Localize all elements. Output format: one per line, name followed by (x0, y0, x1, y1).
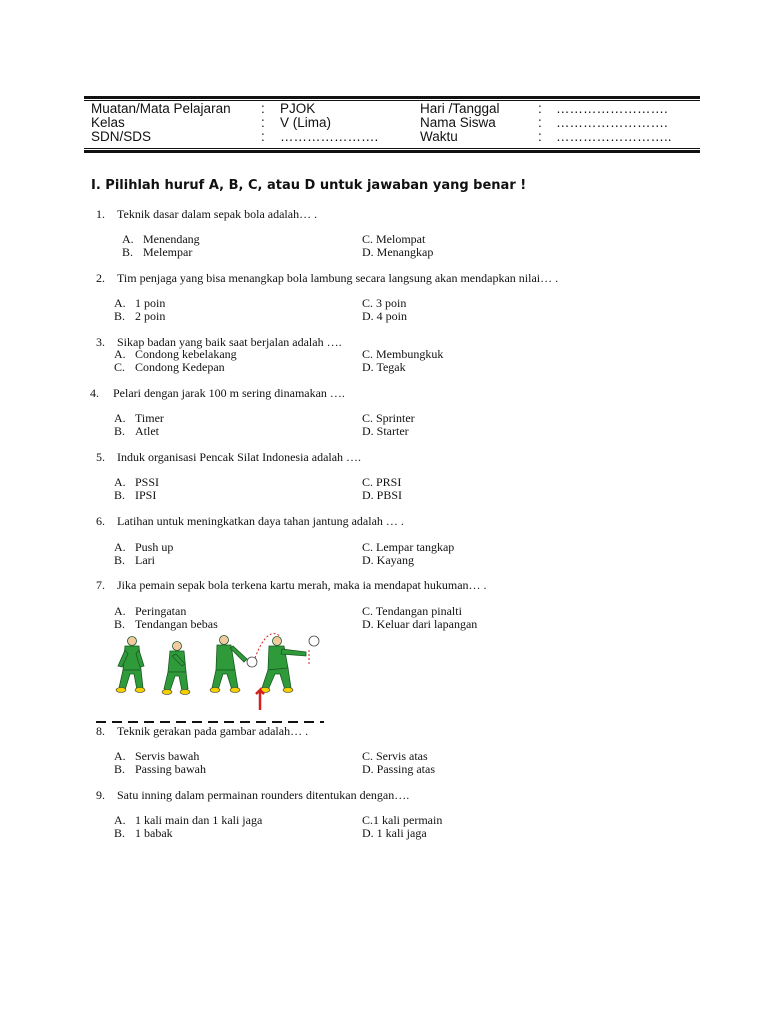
q1-option-d: D. Menangkap (362, 245, 434, 259)
q1-option-c: C. Melompat (362, 232, 426, 246)
school-label: SDN/SDS (91, 129, 152, 144)
q2-option-a: A. 1 poin (114, 296, 166, 310)
q5-option-d: D. PBSI (362, 488, 403, 502)
header-bottom-rule-thin (84, 148, 700, 149)
question-1: 1. Teknik dasar dalam sepak bola adalah… . (96, 207, 318, 221)
time-value: …………………….. (556, 129, 672, 144)
q3-option-b: C. Condong Kedepan (114, 360, 225, 374)
question-5: 5. Induk organisasi Pencak Silat Indonesia adalah …. (96, 450, 362, 464)
q9-option-d: D. 1 kali jaga (362, 826, 427, 840)
volleyball-passing-illustration (92, 628, 328, 728)
q3-option-d: D. Tegak (362, 360, 406, 374)
name-colon: : (538, 115, 542, 130)
q3-option-c: C. Membungkuk (362, 347, 444, 361)
time-colon: : (538, 129, 542, 144)
section-title: I. Pilihlah huruf A, B, C, atau D untuk jawaban yang benar ! (91, 178, 527, 193)
subject-colon: : (261, 101, 265, 116)
q4-option-d: D. Starter (362, 424, 409, 438)
day-value: ……………………. (556, 101, 668, 116)
question-3: 3. Sikap badan yang baik saat berjalan adalah …. (96, 335, 342, 349)
class-colon: : (261, 115, 265, 130)
q7-option-d: D. Keluar dari lapangan (362, 617, 478, 631)
q8-option-a: A. Servis bawah (114, 749, 200, 763)
q4-option-b: B. Atlet (114, 424, 159, 438)
q1-option-a: A. Menendang (122, 232, 200, 246)
q3-option-a: A. Condong kebelakang (114, 347, 237, 361)
q5-option-c: C. PRSI (362, 475, 402, 489)
question-4: 4. Pelari dengan jarak 100 m sering dinamakan …. (90, 386, 345, 400)
q8-option-c: C. Servis atas (362, 749, 428, 763)
q9-option-a: A. 1 kali main dan 1 kali jaga (114, 813, 263, 827)
school-value: …………………. (280, 129, 379, 144)
class-label: Kelas (91, 115, 125, 130)
time-label: Waktu (420, 129, 458, 144)
q2-option-d: D. 4 poin (362, 309, 407, 323)
subject-label: Muatan/Mata Pelajaran (91, 101, 231, 116)
q7-option-a: A. Peringatan (114, 604, 187, 618)
q6-option-b: B. Lari (114, 553, 155, 567)
day-colon: : (538, 101, 542, 116)
question-7: 7. Jika pemain sepak bola terkena kartu merah, maka ia mendapat hukuman… . (96, 578, 487, 592)
subject-value: PJOK (280, 101, 316, 116)
q8-option-b: B. Passing bawah (114, 762, 206, 776)
day-label: Hari /Tanggal (420, 101, 500, 116)
name-label: Nama Siswa (420, 115, 496, 130)
school-colon: : (261, 129, 265, 144)
q5-option-a: A. PSSI (114, 475, 160, 489)
q6-option-c: C. Lempar tangkap (362, 540, 455, 554)
q4-option-a: A. Timer (114, 411, 164, 425)
q9-option-c: C.1 kali permain (362, 813, 443, 827)
question-2: 2. Tim penjaga yang bisa menangkap bola lambung secara langsung akan mendapkan nilai… . (96, 271, 559, 285)
q6-option-d: D. Kayang (362, 553, 414, 567)
question-6: 6. Latihan untuk meningkatkan daya tahan jantung adalah … . (96, 514, 404, 528)
class-value: V (Lima) (280, 115, 332, 130)
q7-option-c: C. Tendangan pinalti (362, 604, 462, 618)
q6-option-a: A. Push up (114, 540, 174, 554)
q8-option-d: D. Passing atas (362, 762, 435, 776)
q4-option-c: C. Sprinter (362, 411, 415, 425)
q9-option-b: B. 1 babak (114, 826, 173, 840)
q7-option-b: B. Tendangan bebas (114, 617, 218, 631)
question-9: 9. Satu inning dalam permainan rounders ditentukan dengan…. (96, 788, 410, 802)
q5-option-b: B. IPSI (114, 488, 157, 502)
header-bottom-rule (84, 150, 700, 153)
q2-option-c: C. 3 poin (362, 296, 407, 310)
name-value: ……………………. (556, 115, 668, 130)
q1-option-b: B. Melempar (122, 245, 193, 259)
header-top-rule (84, 96, 700, 99)
q2-option-b: B. 2 poin (114, 309, 166, 323)
question-8: 8. Teknik gerakan pada gambar adalah… . (96, 724, 309, 738)
